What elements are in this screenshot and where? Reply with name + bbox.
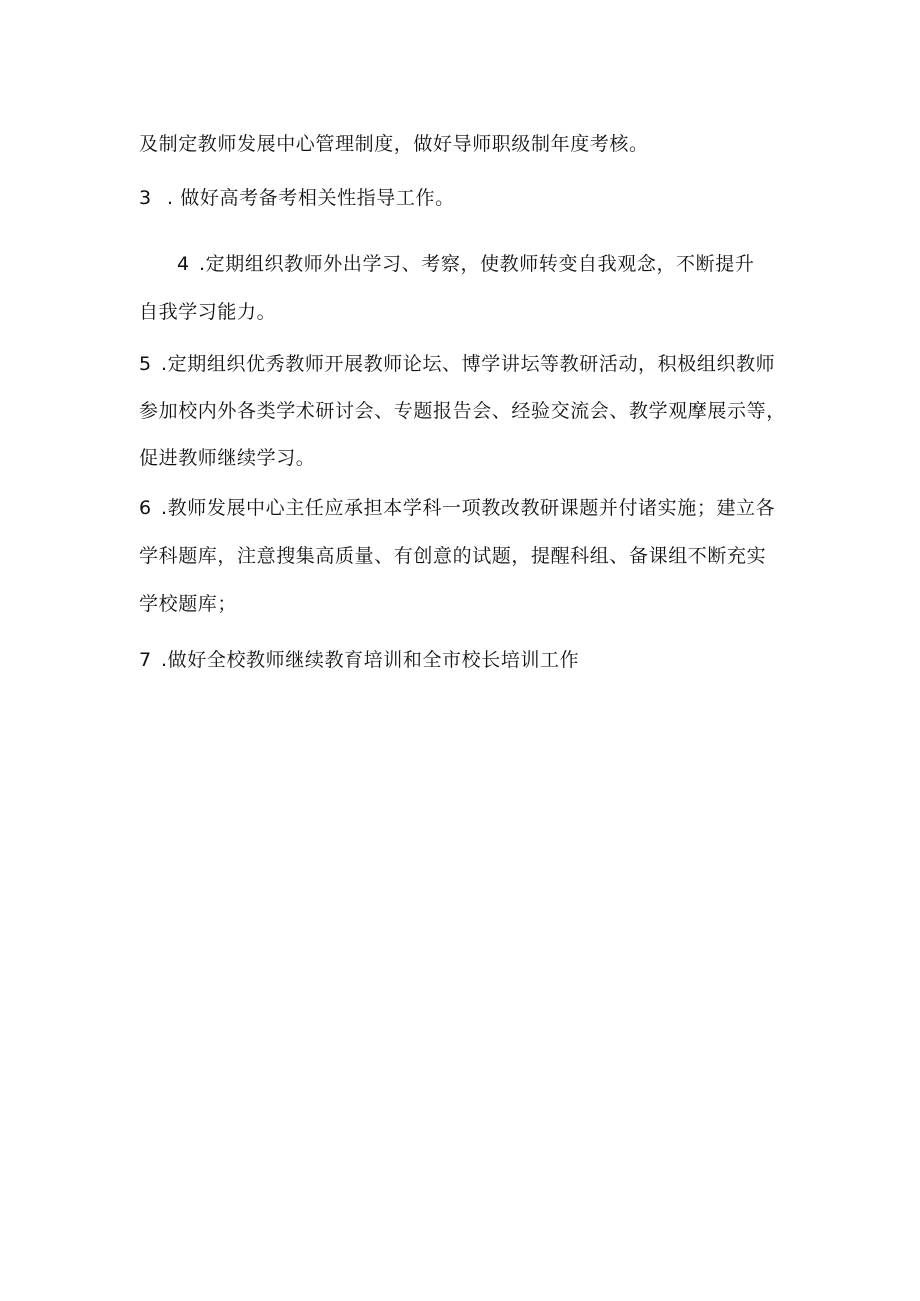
list-item-4-continuation: [139, 300, 276, 324]
paragraph-2-continuation: [139, 132, 649, 156]
text-line: 促进教师继续学习。: [139, 447, 316, 469]
item-text: .教师发展中心主任应承担本学科一项教改教研课题并付诸实施；建立各: [161, 497, 776, 519]
item-number: 3: [139, 187, 152, 209]
item-number: 7: [139, 649, 152, 671]
text-line: 及制定教师发展中心管理制度，做好导师职级制年度考核。: [139, 133, 649, 155]
list-item-5: [139, 352, 775, 376]
list-item-6: [139, 496, 775, 520]
item-text: .定期组织教师外出学习、考察，使教师转变自我观念，不断提升: [199, 253, 755, 275]
text-line: 学科题库，注意搜集高质量、有创意的试题，提醒科组、备课组不断充实: [139, 545, 767, 567]
item-number: 4: [177, 253, 190, 275]
text-line: 自我学习能力。: [139, 301, 277, 323]
item-number: 6: [139, 497, 152, 519]
item-text: .定期组织优秀教师开展教师论坛、博学讲坛等教研活动，积极组织教师: [161, 353, 776, 375]
list-item-4: [177, 252, 754, 276]
item-text: . 做好高考备考相关性指导工作。: [167, 187, 455, 209]
item-number: 5: [139, 353, 152, 375]
list-item-5-continuation-1: [139, 399, 786, 423]
list-item-5-continuation-2: [139, 446, 315, 470]
list-item-7: [139, 648, 579, 672]
text-line: 参加校内外各类学术研讨会、专题报告会、经验交流会、教学观摩展示等，: [139, 400, 786, 422]
item-text: .做好全校教师继续教育培训和全市校长培训工作: [161, 649, 580, 671]
list-item-6-continuation-1: [139, 544, 766, 568]
list-item-6-continuation-2: [139, 592, 237, 616]
text-line: 学校题库；: [139, 593, 238, 615]
list-item-3: [139, 186, 455, 210]
